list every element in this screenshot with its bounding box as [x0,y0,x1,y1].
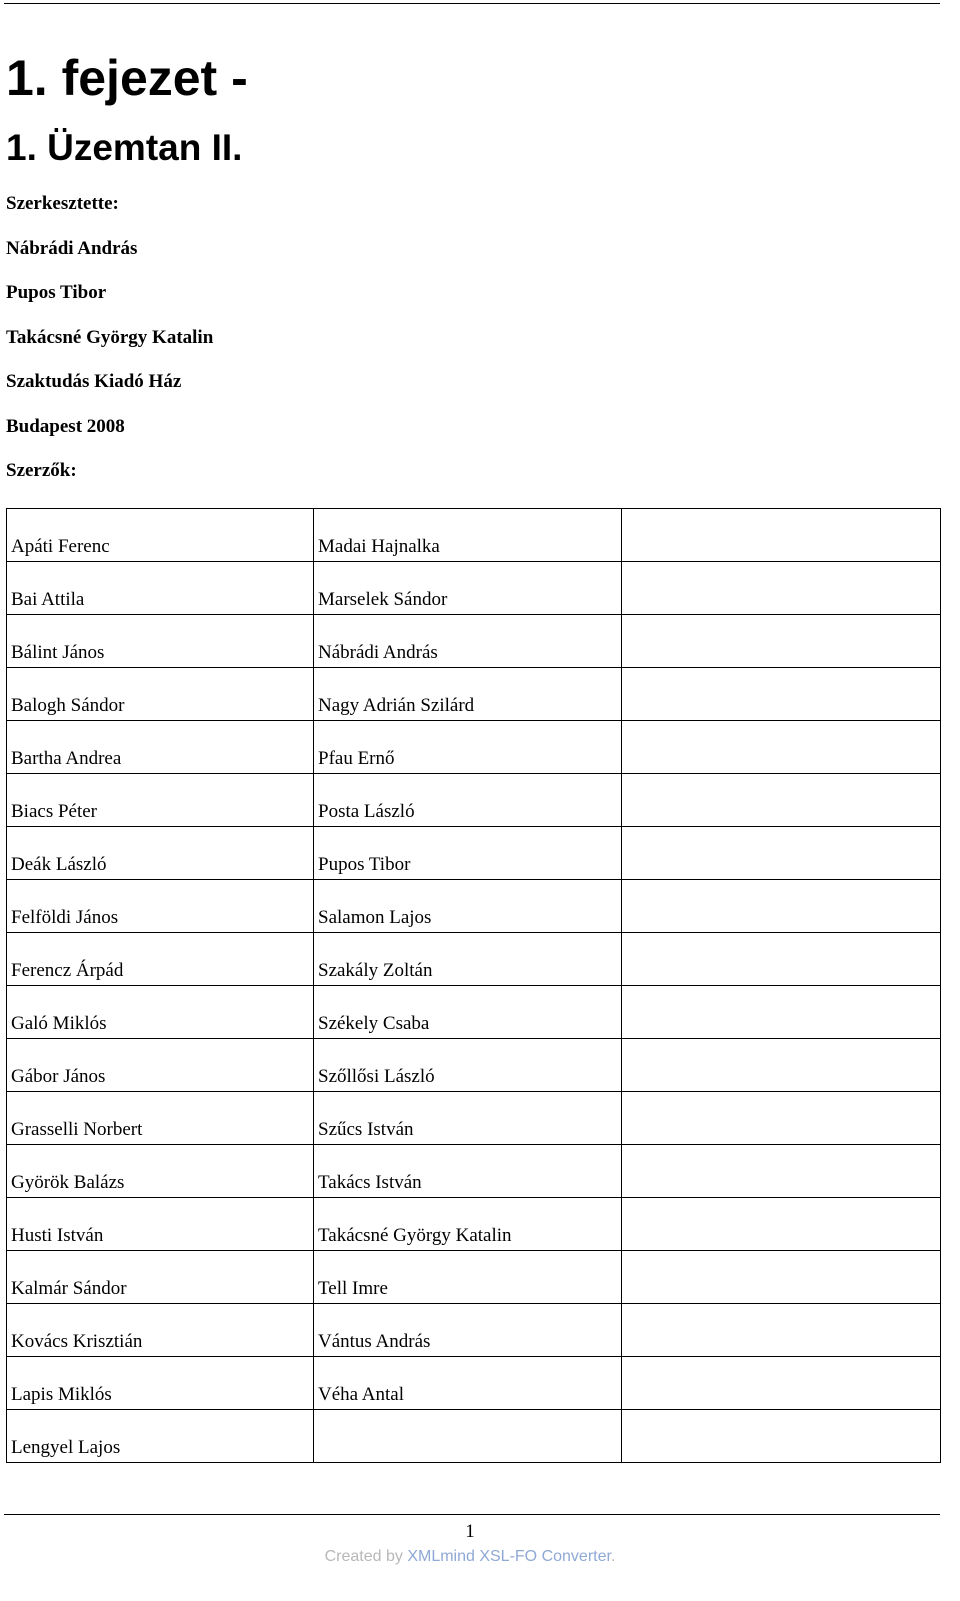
author-name: Lapis Miklós [11,1384,112,1405]
author-cell [622,1039,941,1092]
author-name: Székely Csaba [318,1013,430,1034]
author-name: Bartha Andrea [11,748,122,769]
table-row [7,827,941,880]
author-cell [314,562,622,615]
author-cell [7,1357,314,1410]
author-cell [622,827,941,880]
table-row [7,1251,941,1304]
author-cell [7,1251,314,1304]
author-cell [7,509,314,562]
author-name: Galó Miklós [11,1013,107,1034]
table-row [7,880,941,933]
place-year: Budapest 2008 [6,416,125,437]
table-row [7,1145,941,1198]
author-cell [622,774,941,827]
table-row [7,721,941,774]
author-name: Balogh Sándor [11,695,125,716]
author-name: Marselek Sándor [318,589,448,610]
author-name: Apáti Ferenc [11,536,110,557]
author-cell [7,1145,314,1198]
author-cell [314,1039,622,1092]
table-row [7,562,941,615]
author-cell [7,668,314,721]
author-cell [314,986,622,1039]
author-name: Szakály Zoltán [318,960,433,981]
author-name [626,1460,940,1462]
authors-table [6,508,941,1463]
author-name: Biacs Péter [11,801,98,822]
author-cell [622,615,941,668]
author-cell [7,1410,314,1463]
author-name: Takácsné György Katalin [318,1225,512,1246]
author-name: Pupos Tibor [318,854,411,875]
author-name: Felföldi János [11,907,119,928]
author-cell [622,880,941,933]
credit-prefix: Created by [324,1548,408,1565]
table-row [7,1357,941,1410]
author-cell [314,1198,622,1251]
author-name: Posta László [318,801,415,822]
author-cell [7,933,314,986]
table-row [7,615,941,668]
table-row [7,1092,941,1145]
credit-suffix: . [610,1548,616,1565]
author-cell [7,880,314,933]
editor-name: Pupos Tibor [6,282,107,303]
author-cell [7,562,314,615]
author-cell [622,933,941,986]
author-name: Deák László [11,854,107,875]
author-cell [7,1304,314,1357]
author-cell [314,774,622,827]
author-name: Bai Attila [11,589,85,610]
author-name: Pfau Ernő [318,748,395,769]
table-row [7,986,941,1039]
author-cell [7,986,314,1039]
author-cell [7,721,314,774]
author-cell [314,509,622,562]
authors-table-body [7,509,941,1463]
author-cell [314,1357,622,1410]
author-name: Györök Balázs [11,1172,125,1193]
author-name: Kalmár Sándor [11,1278,127,1299]
editors-heading: Szerkesztette: [6,193,119,214]
chapter-title: 1. fejezet - [6,50,248,106]
author-cell [314,933,622,986]
author-name: Ferencz Árpád [11,960,124,981]
table-row [7,1198,941,1251]
author-cell [622,1092,941,1145]
author-cell [622,1410,941,1463]
author-cell [314,827,622,880]
author-name: Husti István [11,1225,104,1246]
author-name: Bálint János [11,642,105,663]
author-cell [7,615,314,668]
table-row [7,1410,941,1463]
author-cell [314,668,622,721]
table-row [7,933,941,986]
bottom-rule [4,1514,940,1515]
authors-heading: Szerzők: [6,460,77,481]
author-cell [7,774,314,827]
author-cell [314,880,622,933]
author-cell [7,827,314,880]
table-row [7,1039,941,1092]
author-cell [314,615,622,668]
author-name: Nábrádi András [318,642,438,663]
author-name: Lengyel Lajos [11,1437,121,1458]
author-name: Grasselli Norbert [11,1119,143,1140]
author-cell [622,1145,941,1198]
author-name: Vántus András [318,1331,431,1352]
author-name: Nagy Adrián Szilárd [318,695,475,716]
table-row [7,774,941,827]
author-name: Véha Antal [318,1384,405,1405]
author-cell [314,1092,622,1145]
author-cell [622,1198,941,1251]
page-number: 1 [465,1521,475,1542]
author-cell [622,1357,941,1410]
author-cell [622,1304,941,1357]
author-cell [314,1410,622,1463]
table-row [7,509,941,562]
author-name: Szőllősi László [318,1066,435,1087]
author-cell [622,986,941,1039]
credit-brand: XMLmind XSL-FO Converter [407,1548,611,1565]
author-name: Salamon Lajos [318,907,432,928]
author-name: Tell Imre [318,1278,388,1299]
author-name: Gábor János [11,1066,106,1087]
top-rule [4,3,940,4]
author-cell [622,509,941,562]
editor-name: Nábrádi András [6,238,138,259]
author-name: Takács István [318,1172,422,1193]
author-cell [622,721,941,774]
author-cell [314,1304,622,1357]
table-row [7,668,941,721]
author-cell [7,1039,314,1092]
author-cell [622,1251,941,1304]
author-cell [622,668,941,721]
author-name: Kovács Krisztián [11,1331,143,1352]
author-cell [7,1092,314,1145]
section-title: 1. Üzemtan II. [6,127,243,168]
author-cell [314,721,622,774]
author-name: Madai Hajnalka [318,536,440,557]
publisher: Szaktudás Kiadó Ház [6,371,182,392]
author-cell [314,1251,622,1304]
author-cell [7,1198,314,1251]
author-cell [622,562,941,615]
footer-credit [0,1547,940,1567]
author-cell [314,1145,622,1198]
table-row [7,1304,941,1357]
author-name: Szűcs István [318,1119,414,1140]
author-name [318,1460,621,1462]
editor-name: Takácsné György Katalin [6,327,214,348]
